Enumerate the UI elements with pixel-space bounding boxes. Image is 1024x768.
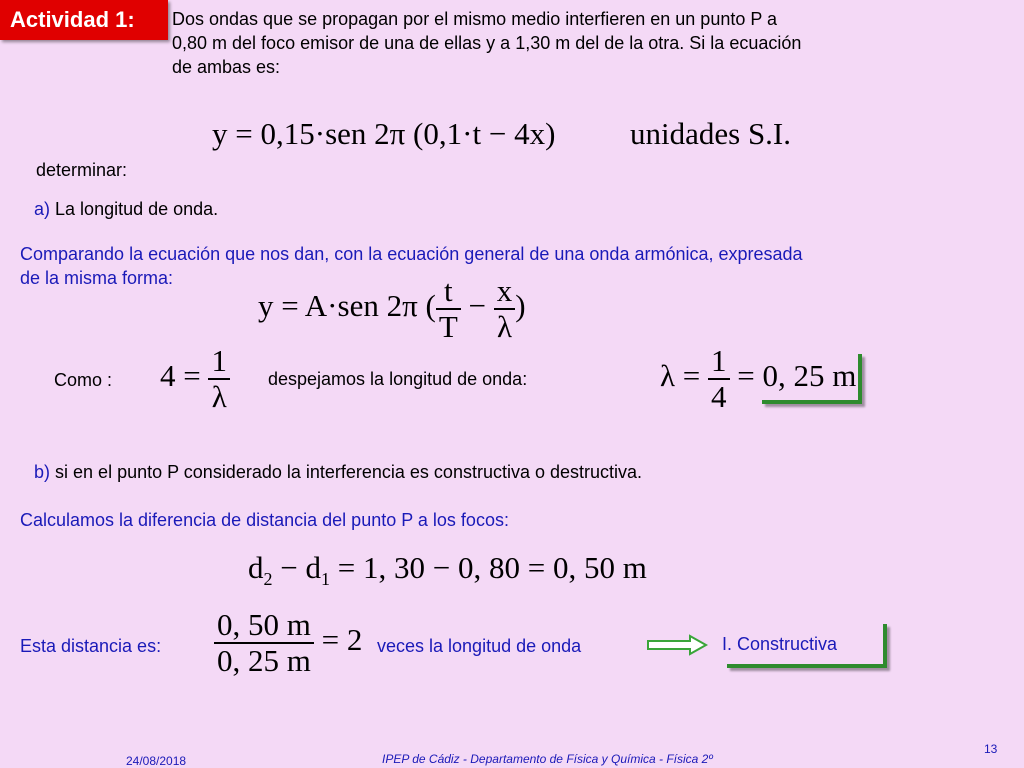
diff-v3: 0, 50 m [552, 550, 647, 585]
intro-line-1: Dos ondas que se propagan por el mismo medio interfieren en un punto P a [172, 9, 778, 29]
fraction-t-over-T [436, 274, 461, 344]
ratio-den: 0, 25 m [217, 643, 311, 678]
veces-label: veces la longitud de onda [377, 636, 582, 656]
question-b-label: b) [34, 462, 51, 482]
wave-equation: y = 0,15·sen 2π (0,1·t − 4x) [212, 116, 556, 151]
intro-paragraph [172, 7, 1012, 79]
lambda-num: 1 [711, 343, 727, 378]
general-wave-equation: y = A·sen 2π ( $\frac{t}{T}$ − $\frac{x}{\lambda}$ ) [258, 273, 526, 344]
como-den: λ [211, 379, 227, 414]
frac-x-den: λ [496, 309, 512, 344]
frac-x-num: x [496, 273, 513, 308]
eq-amplitude: 0,15 [260, 116, 315, 151]
fraction-ratio [214, 608, 314, 678]
question-a-text: La longitud de onda. [55, 199, 219, 219]
question-b [34, 460, 642, 484]
compare-line-2: de la misma forma: [20, 268, 174, 288]
footer-center: IPEP de Cádiz - Departamento de Física y Química - Física 2º [382, 752, 713, 766]
result-label: I. Constructiva [722, 634, 838, 654]
gen-amplitude: A [304, 288, 328, 324]
gen-close-paren: ) [515, 288, 526, 324]
diff-d1: d [305, 550, 321, 585]
ratio-equation: $\frac{0, 50 m}{0, 25 m}$ = 2 [214, 608, 362, 678]
determinar-label: determinar: [36, 160, 128, 180]
lambda-equation: λ = $\frac{1}{4}$ = 0, 25 m [660, 343, 857, 414]
eq-two-pi: 2π [374, 116, 406, 151]
question-a [34, 197, 218, 221]
eq-lhs: y [212, 116, 228, 151]
diff-v1: 1, 30 [362, 550, 425, 585]
diff-v2: 0, 80 [457, 550, 520, 585]
como-label: Como : [54, 370, 113, 390]
como-num: 1 [211, 343, 227, 378]
question-b-text: si en el punto P considerado la interferencia es constructiva o destructiva. [55, 462, 643, 482]
diff-sub1: 1 [320, 569, 330, 590]
footer-page-number: 13 [984, 742, 998, 756]
fraction-x-over-lambda [494, 274, 516, 344]
diff-d2: d [248, 550, 264, 585]
intro-line-3: de ambas es: [172, 57, 281, 77]
lambda-lhs: λ [660, 358, 676, 394]
lambda-result: 0, 25 m [762, 358, 857, 394]
footer-date: 24/08/2018 [126, 754, 187, 768]
gen-lhs: y [258, 288, 274, 324]
intro-line-2: 0,80 m del foco emisor de una de ellas y a 1,30 m del de la otra. Si la ecuación [172, 33, 802, 53]
ratio-result: 2 [346, 622, 363, 658]
fraction-one-over-lambda [208, 344, 230, 414]
despejamos-label: despejamos la longitud de onda: [268, 369, 528, 389]
right-arrow-icon [646, 634, 710, 656]
frac-t-den: T [438, 309, 458, 344]
lambda-result-box [762, 354, 862, 404]
distance-difference-equation: $d_2 - d_1 = 1$, 30 − 0, 80 = 0, 50 m [248, 550, 647, 590]
eq-t: t [472, 116, 482, 151]
eq-sen: sen [325, 116, 367, 151]
gen-open-paren: ( [425, 288, 436, 324]
result-box [727, 624, 887, 668]
ratio-num: 0, 50 m [217, 607, 311, 642]
frac-t-num: t [443, 273, 453, 308]
gen-sen: sen [337, 288, 379, 324]
compare-line-1: Comparando la ecuación que nos dan, con la ecuación general de una onda armónica, expresada [20, 244, 803, 264]
activity-badge: Actividad 1: [0, 0, 168, 40]
question-a-label: a) [34, 199, 51, 219]
units-label: unidades S.I. [630, 116, 792, 151]
eq-rest: 4x) [514, 116, 556, 151]
gen-two-pi: 2π [386, 288, 418, 324]
calculamos-label: Calculamos la diferencia de distancia del punto P a los focos: [20, 510, 509, 530]
diff-sub2: 2 [263, 569, 273, 590]
como-equation: 4 = $\frac{1}{\lambda}$ [160, 344, 230, 414]
fraction-one-over-four [708, 344, 730, 414]
eq-arg: (0,1 [413, 116, 463, 151]
como-lhs: 4 [160, 358, 176, 394]
lambda-den: 4 [711, 379, 727, 414]
esta-distancia-label: Esta distancia es: [20, 636, 162, 656]
